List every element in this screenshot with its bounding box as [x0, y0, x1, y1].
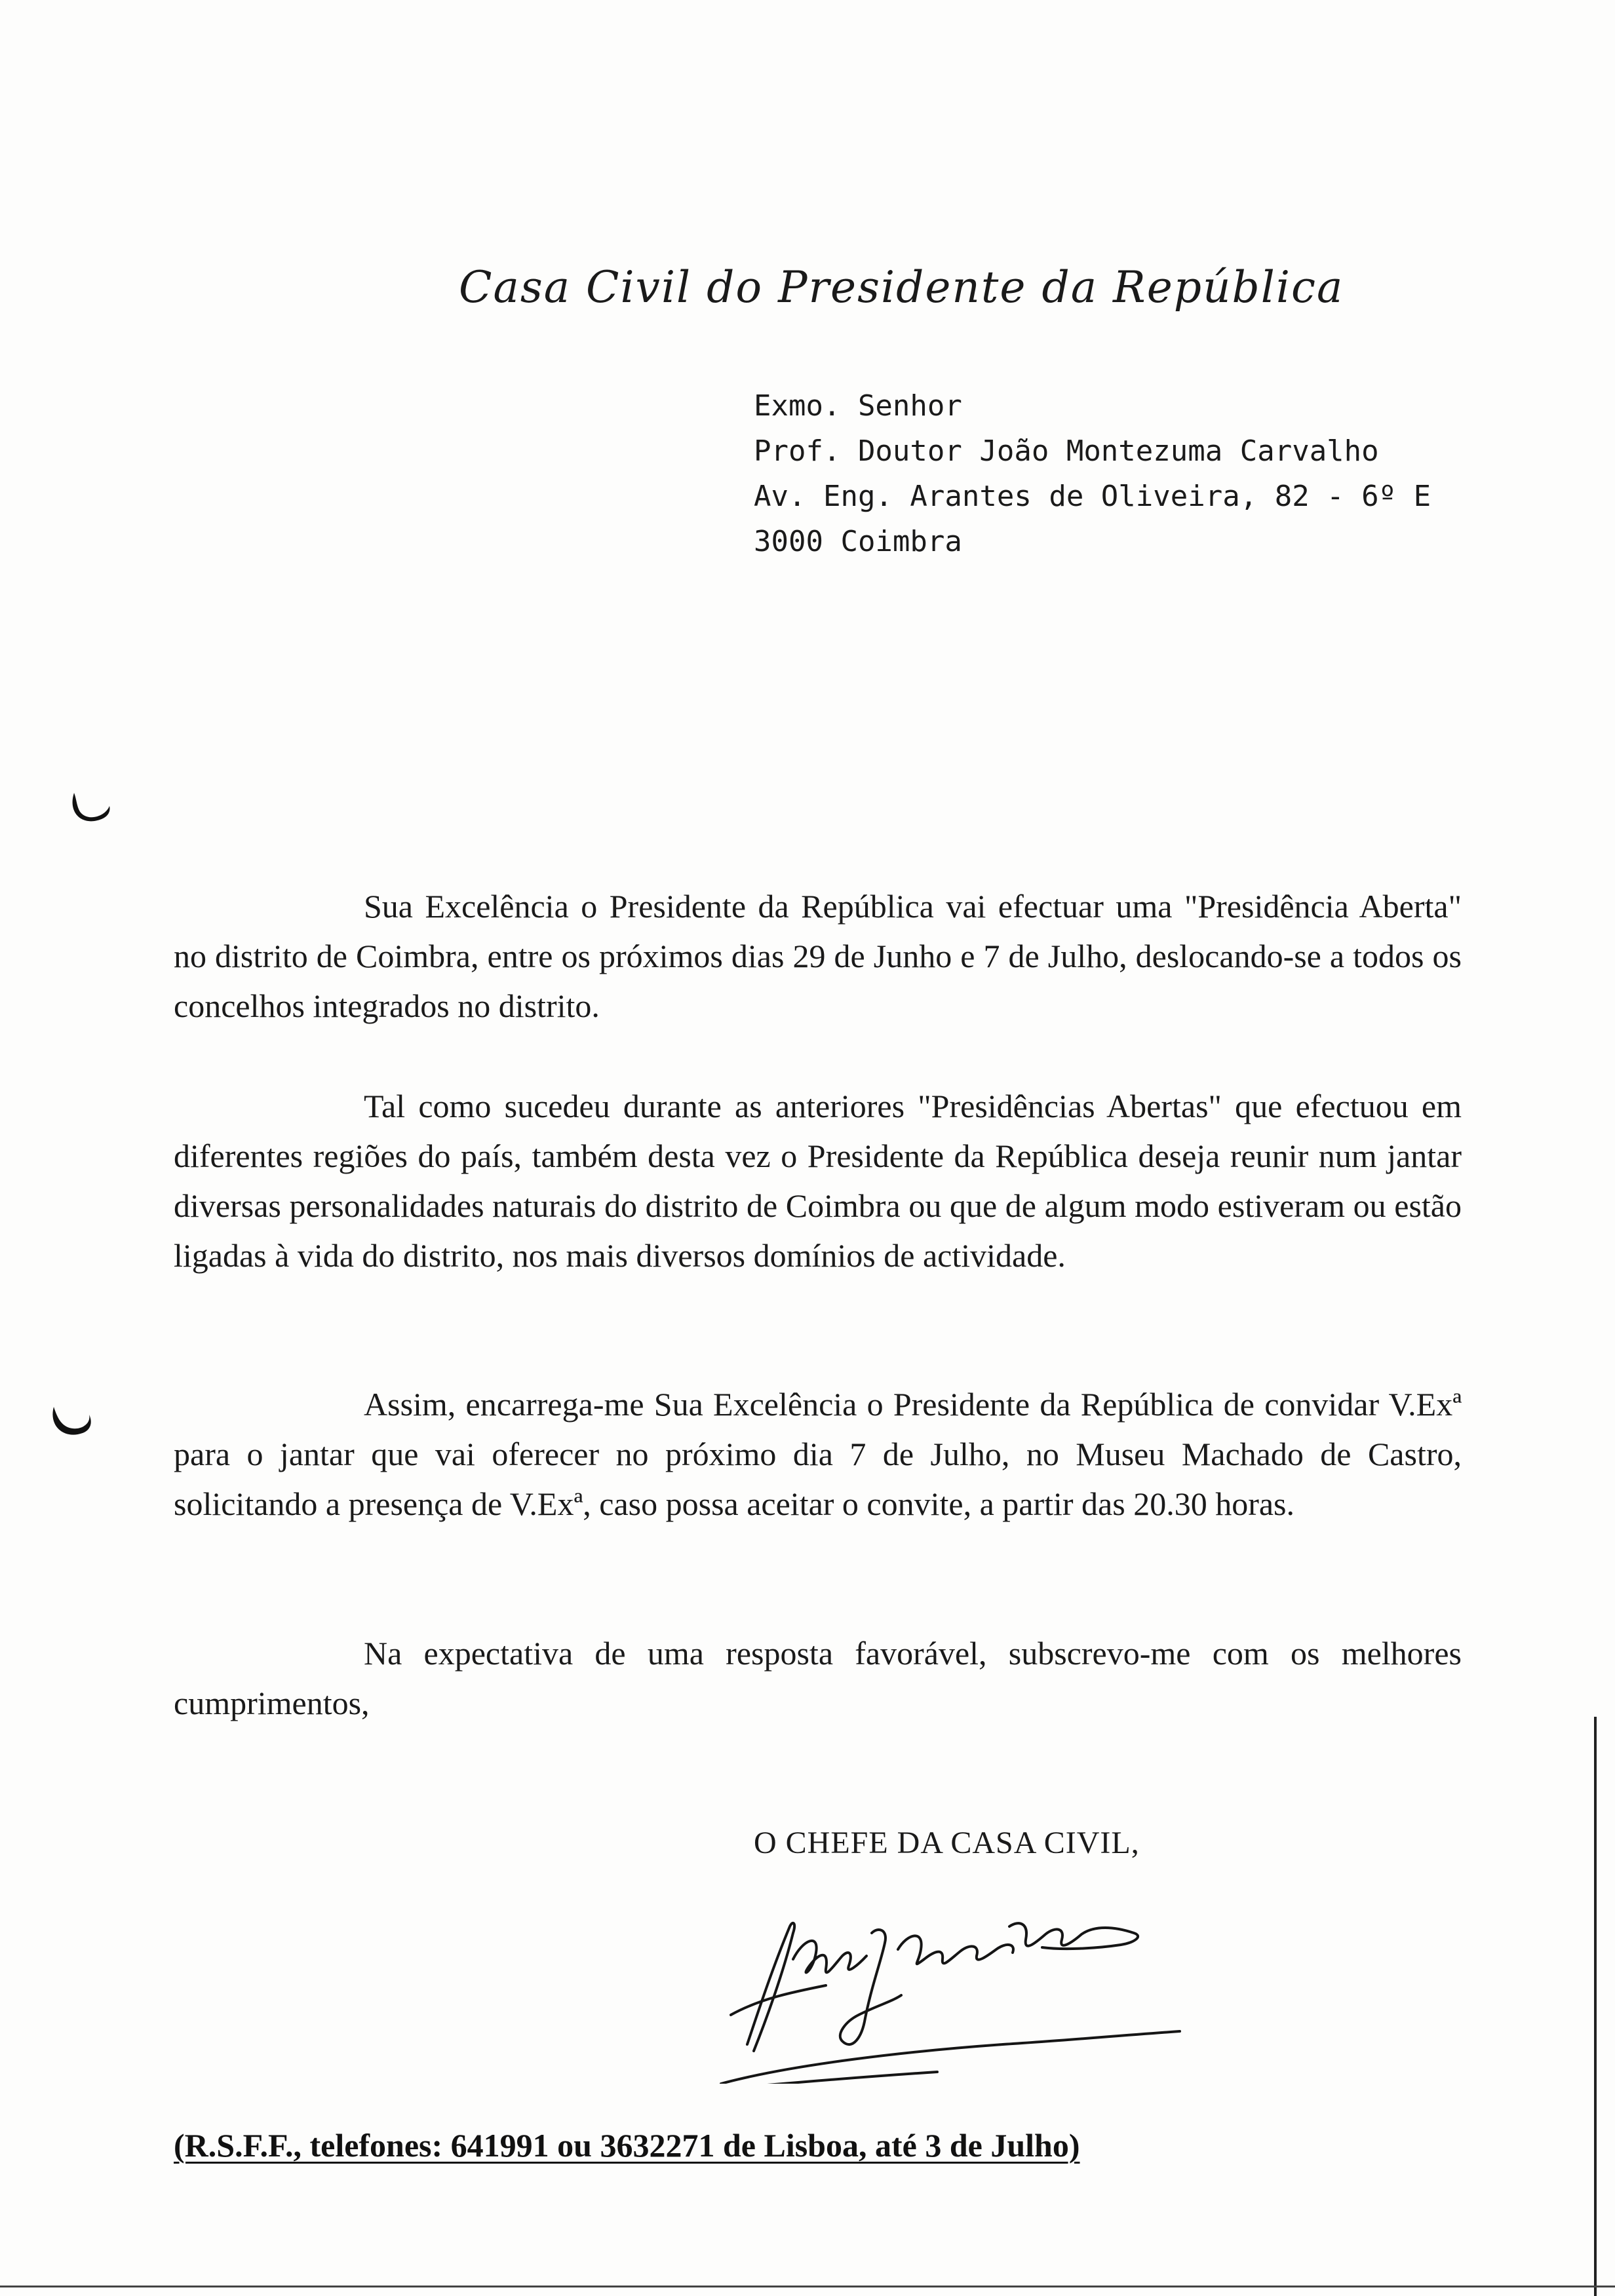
paragraph-3-text: Assim, encarrega-me Sua Excelência o Presidente da República de convidar V.Exª para o jantar que vai oferecer no próximo dia 7 de Julho, no Museu Machado de Castro, solicitando a presença de V.Exª, caso possa aceitar o convite, a partir das 20.30 horas. [174, 1386, 1462, 1522]
recipient-salutation: Exmo. Senhor [754, 389, 962, 423]
letterhead-title: Casa Civil do Presidente da República [459, 262, 1344, 313]
paragraph-1 [174, 881, 1462, 1031]
bottom-page-edge [0, 2286, 1615, 2287]
footer-contact-note: (R.S.F.F., telefones: 641991 ou 3632271 de Lisboa, até 3 de Julho) [174, 2127, 1080, 2164]
recipient-name: Prof. Doutor João Montezuma Carvalho [754, 434, 1379, 468]
closing-title: O CHEFE DA CASA CIVIL, [754, 1826, 1140, 1860]
recipient-address [754, 383, 1431, 564]
right-page-edge [1594, 1717, 1597, 2296]
paragraph-1-text: Sua Excelência o Presidente da República vai efectuar uma "Presidência Aberta" no distrito de Coimbra, entre os próximos dias 29 de Junho e 7 de Julho, deslocando-se a todos os concelhos integrados no distrito. [174, 888, 1462, 1024]
paragraph-4-text: Na expectativa de uma resposta favorável, subscrevo-me com os melhores cumprimentos, [174, 1635, 1462, 1721]
paragraph-2-text: Tal como sucedeu durante as anteriores "Presidências Abertas" que efectuou em diferentes regiões do país, também desta vez o Presidente da República deseja reunir num jantar diversas personalidades naturais do distrito de Coimbra ou que de algum modo estiveram ou estão ligadas à vida do distrito, nos mais diversos domínios de actividade. [174, 1088, 1462, 1274]
punch-hole-mark-bottom [46, 1392, 98, 1445]
paragraph-2 [174, 1081, 1462, 1280]
recipient-city: 3000 Coimbra [754, 525, 962, 558]
paragraph-4 [174, 1628, 1462, 1728]
handwritten-signature [662, 1887, 1186, 2084]
recipient-street: Av. Eng. Arantes de Oliveira, 82 - 6º E [754, 480, 1431, 513]
paragraph-3 [174, 1379, 1462, 1529]
punch-hole-mark-top [62, 780, 115, 832]
